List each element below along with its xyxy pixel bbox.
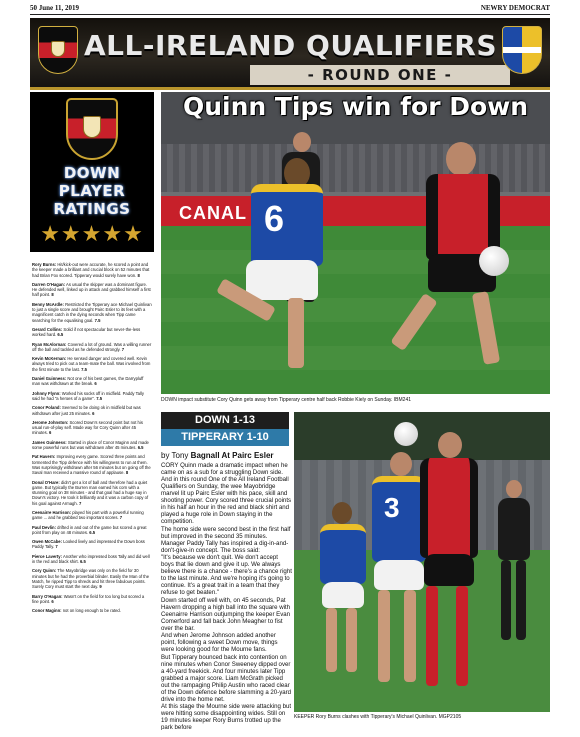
paper-name: NEWRY DEMOCRAT — [480, 4, 550, 12]
rating-text: played his part with a powerful running game ... and he grabbed two important scores. — [32, 509, 144, 521]
rating-text: drifted in and out of the game but scored a great point from play on 48 minutes. — [32, 524, 147, 535]
rating-text: Restricted the Tipperary ace Michael Quinlivan to just a single score and brought Pairc Esler to its feet with a magnificent catch in the dying seconds when Tipp came searching for the equalising goal. — [32, 301, 152, 323]
rating-text: Solid if not spectacular but never-the-less worked hard. — [32, 326, 141, 338]
rating-score: 6.5 — [89, 529, 96, 535]
rating-player-name: James Guinness: — [32, 439, 67, 445]
rating-item — [32, 525, 152, 536]
player-ratings-graphic — [30, 92, 154, 252]
folio — [30, 4, 550, 14]
football-icon — [479, 246, 509, 276]
rating-player-name: Pierce Laverty: — [32, 553, 63, 559]
rating-item — [32, 356, 152, 372]
rating-player-name: Pat Havern: — [32, 454, 56, 460]
rating-item — [32, 420, 152, 436]
rating-score: 6.5 — [79, 559, 86, 565]
rating-score: 7 — [121, 346, 125, 352]
story-paragraph: CORY Quinn made a dramatic impact when he came on as a sub for a struggling Down side. And in this round One of the All Ireland Football Qualifiers on Sunday, the wee Mayobridge marvel lit up Pairc Esler with his pace, skill and shooting power. Cory scored three crucial points in his half an hour in the red and black shirt and played a huge role in Down staying in the competition. — [161, 462, 292, 525]
rating-player-name: Conor Maginn: — [32, 608, 62, 614]
story-paragraph: And when Jerome Johnson added another point, following a sweet Down move, things were looking good for the Mourne fans. — [161, 632, 278, 653]
rating-score: 6 — [92, 410, 95, 416]
away-score: TIPPERARY 1-10 — [161, 429, 289, 446]
rating-player-name: Daniel Guinness: — [32, 376, 67, 382]
rating-text: Started in place of Conor Maginn and made some powerful runs but was withdrawn after 45 minutes. — [32, 439, 149, 451]
rating-player-name: Paul Devlin: — [32, 524, 56, 530]
rating-player-name: Jerome Johnston: — [32, 419, 69, 425]
headline: Quinn Tips win for Down — [182, 92, 529, 121]
down-keeper-figure — [414, 432, 484, 702]
rating-text: Another who impressed boss Tally and did well in the red and black shirt. — [32, 553, 150, 565]
rating-text: Scored Down's second point but not his usual run-of-play self. Made way for Cory Quinn after 45 minutes. — [32, 419, 143, 436]
rating-text: He sensed danger and covered well. Kevin always tried to pick out a team-mate the ball. Was involved from the first minute to the last. — [32, 356, 151, 372]
player-number: 6 — [264, 198, 285, 239]
page-date: 50 June 11, 2019 — [30, 4, 80, 12]
rating-score: 8 — [125, 470, 129, 476]
rating-player-name: Gerard Collins: — [32, 326, 63, 332]
rating-score: 9 — [99, 584, 102, 590]
rating-player-name: Johnny Flynn: — [32, 390, 61, 396]
rating-item — [32, 302, 152, 323]
rating-player-name: Owen McCabe: — [32, 539, 63, 545]
story-paragraph: At this stage the Mourne side were attacking but were hitting some disappointing wides. Still on 19 minutes keeper Rory Burns trotted up the park before — [161, 703, 292, 730]
ratings-title-line3: RATINGS — [53, 200, 131, 218]
rating-item — [32, 554, 152, 565]
referee-figure — [494, 480, 534, 650]
rating-text: Seemed to be doing ok in midfield but was withdrawn after just 25 minutes. — [32, 405, 141, 416]
rating-player-name: Ryan McAlornan: — [32, 341, 67, 347]
story-paragraph: Down started off well with, on 45 seconds, Pat Havern dropping a high ball into the square with Ceenairre Harrison outjumping the keeper Evan Comerford and fall back John Meagher to fist over the bar. — [161, 596, 291, 632]
rating-item — [32, 282, 152, 298]
rating-score: 7.5 — [94, 317, 101, 323]
rating-player-name: Donal O'Hare: — [32, 479, 60, 485]
rating-text: Worked his socks off in midfield. Paddy Tally said he had "a heroes of a game". — [32, 390, 144, 401]
home-score: DOWN 1-13 — [161, 412, 289, 429]
banner-title: ALL-IRELAND QUALIFIERS — [84, 29, 498, 62]
rating-score: 8 — [51, 292, 54, 298]
story-paragraph: The home side were second best in the first half but improved in the second 35 minutes. Manager Paddy Tally has inspired a dig-in-and-don't-give-in concept. The boss said: — [161, 525, 291, 554]
football-icon — [394, 422, 418, 446]
rating-text: Hit/kick-out were accurate, he scored a point and the keeper made a brilliant and crucial block on 52 minutes that had Brian Fox scored. Tipperary would surely have won. — [32, 262, 150, 278]
rating-text: Covered a lot of ground. Was a willing runner off the ball and tackled as he defended strongly. — [32, 341, 152, 352]
rating-player-name: Kevin McKernan: — [32, 356, 67, 362]
rating-text: Improving every game. Scored three points and tormented the Tipp defence with his willingness to run at them. Was surprisingly withdrawn after 56 minutes but on going off the Saval man received a massive round of applause. — [32, 454, 151, 476]
second-photo-caption: KEEPER Rory Burns clashes with Tipperary's Michael Quinlivan. MGP2105 — [294, 714, 462, 720]
rating-player-name: Ceenairre Harrison: — [32, 509, 72, 515]
rating-item — [32, 327, 152, 338]
lead-photo — [161, 92, 550, 394]
banner-subtitle: - ROUND ONE - — [250, 65, 510, 85]
folio-rule — [30, 14, 550, 15]
rating-player-name: Barry O'Hagan: — [32, 593, 63, 599]
rating-item — [32, 391, 152, 402]
rating-item — [32, 510, 152, 521]
rating-item — [32, 480, 152, 506]
rating-text: Not one of his best games, the Darrypluff man was withdrawn at the break. — [32, 376, 144, 387]
rating-player-name: Benny McArdle: — [32, 301, 64, 307]
rating-player-name: Darren O'Hagan: — [32, 281, 66, 287]
rating-item — [32, 405, 152, 416]
ratings-title-line2: PLAYER — [58, 182, 126, 200]
player-ratings-list — [32, 262, 152, 617]
rating-item — [32, 594, 152, 605]
section-banner — [30, 18, 550, 90]
byline-prefix: by Tony — [161, 451, 189, 460]
down-crest-icon — [66, 98, 118, 160]
byline-name: Bagnall At Pairc Esler — [190, 451, 274, 460]
rating-text: As usual the skipper was a dominant figure. He defended well, linked up in attack and grabbed himself a first half point. — [32, 281, 151, 298]
rating-player-name: Rory Burns: — [32, 262, 57, 267]
rating-text: Looked lively and impressed the Down boss Paddy Tally. — [32, 539, 145, 550]
rating-score: 6.5 — [137, 445, 144, 451]
rating-player-name: Cory Quinn: — [32, 568, 57, 574]
rating-text: Wasn't on the field for too long but scored a fine point. — [32, 593, 145, 604]
star-icon: ★★★★★ — [40, 221, 144, 246]
rating-score: 6.5 — [57, 332, 64, 338]
rating-score: 6 — [49, 430, 52, 436]
rating-item — [32, 454, 152, 475]
story-body — [161, 462, 292, 730]
rating-item — [32, 539, 152, 550]
rating-score: 7.5 — [81, 366, 87, 372]
rating-item — [32, 342, 152, 353]
tipperary-crest-icon — [502, 26, 542, 74]
rating-score: 6 — [51, 598, 54, 604]
scoreline-box — [161, 412, 289, 446]
rating-text: not on long enough to be rated. — [62, 608, 121, 614]
rating-text: didn't get a lot of ball and therefore had a quiet game. But typically the Burren man earned his corn with a stunning goal on 38 minutes - and that goal had a huge say in Down's victory. He took it brilliantly and it was a carbon copy of his goal against Armagh. — [32, 479, 149, 506]
rating-player-name: Conor Poland: — [32, 405, 61, 411]
rating-item — [32, 376, 152, 387]
rating-score: 7 — [55, 544, 58, 550]
second-photo — [294, 412, 550, 712]
byline — [161, 451, 291, 461]
rating-item — [32, 262, 152, 278]
rating-item — [32, 440, 152, 451]
rating-item — [32, 608, 152, 613]
rating-score: 8 — [137, 272, 140, 278]
story-paragraph: "It's because we don't quit. We don't accept boys that lie down and give it up. We always believe there is a chance - there's a chance right to the last minute. And we're hoping it's going to continue. It's a great trait in a team that they refuse to get beaten." — [161, 554, 292, 596]
rating-item — [32, 568, 152, 589]
rating-text: The Mayobridge was only on the field for 30 minutes but he had the proverbial blinder. Easily the Man of the Match, he ripped Tipp to shreds and hit three fabulous points. Surely Cory must start the next day. — [32, 568, 150, 590]
tipperary-player-figure — [196, 152, 336, 382]
ratings-title-line1: DOWN — [63, 164, 121, 182]
adboard-text: CANAL — [179, 203, 247, 223]
rating-score: 6 — [94, 381, 97, 387]
rating-score: 7 — [119, 515, 123, 521]
down-crest-icon — [38, 26, 78, 74]
rating-score: 7.5 — [96, 395, 103, 401]
rating-score: 7 — [79, 500, 82, 506]
player-number: 3 — [384, 492, 400, 523]
lead-photo-caption: DOWN impact substitute Cory Quinn gets away from Tipperary centre half back Robbie Kiely on Sunday. IBM241 — [161, 397, 412, 403]
story-paragraph: But Tipperary bounced back into contention on nine minutes when Conor Sweeney dipped over a 40-yard freekick. And four minutes later Tipp grabbed a major score. Liam McGrath picked out the rampaging Philip Austin who raced clear of the Down defence before slamming a 20-yard drive into the home net. — [161, 653, 292, 703]
